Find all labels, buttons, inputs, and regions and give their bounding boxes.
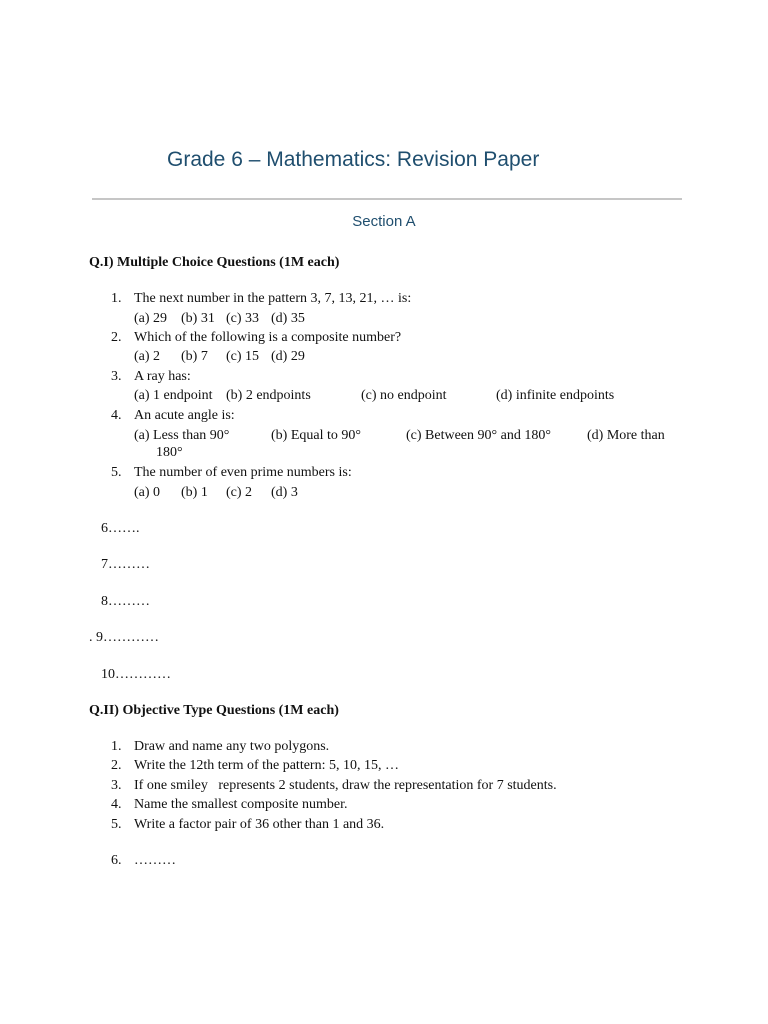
option: (d) 29: [271, 349, 305, 364]
option: (a) 29: [134, 311, 168, 326]
option-continuation: 180°: [156, 445, 183, 460]
option: (b) 2 endpoints: [226, 388, 311, 403]
option: (d) infinite endpoints: [496, 388, 615, 403]
question-number: 2.: [111, 330, 122, 345]
question-number: 3.: [111, 369, 122, 384]
question-number: 4.: [111, 797, 122, 812]
question-number: 5.: [111, 817, 122, 832]
option: (a) 1 endpoint: [134, 388, 213, 403]
option: (a) 0: [134, 485, 161, 500]
question-text: Write a factor pair of 36 other than 1 and 36.: [134, 817, 385, 832]
question-text: ………: [134, 853, 176, 868]
question-number: 1.: [111, 739, 122, 754]
question-text: The next number in the pattern 3, 7, 13, 21, … is:: [134, 291, 412, 306]
question-text: Name the smallest composite number.: [134, 797, 348, 812]
option: (a) 2: [134, 349, 161, 364]
option: (b) Equal to 90°: [271, 428, 361, 443]
option: (d) 35: [271, 311, 305, 326]
title-divider: [92, 198, 682, 200]
question-number: 4.: [111, 408, 122, 423]
q2-heading: Q.II) Objective Type Questions (1M each): [89, 703, 339, 718]
blank-question: 6…….: [101, 521, 140, 536]
page-title: Grade 6 – Mathematics: Revision Paper: [167, 148, 540, 171]
question-text: If one smiley represents 2 students, draw the representation for 7 students.: [134, 778, 557, 793]
option: (c) Between 90° and 180°: [406, 428, 551, 443]
blank-question: 8………: [101, 594, 150, 609]
option: (d) 3: [271, 485, 298, 500]
question-text: Which of the following is a composite number?: [134, 330, 402, 345]
blank-question: 10…………: [101, 667, 171, 682]
option: (d) More than: [587, 428, 665, 443]
question-text: A ray has:: [134, 369, 191, 384]
option: (b) 7: [181, 349, 208, 364]
option: (b) 31: [181, 311, 215, 326]
question-text: The number of even prime numbers is:: [134, 465, 352, 480]
option: (a) Less than 90°: [134, 428, 230, 443]
option: (c) 33: [226, 311, 260, 326]
q1-heading: Q.I) Multiple Choice Questions (1M each): [89, 255, 340, 270]
option: (b) 1: [181, 485, 208, 500]
question-text: An acute angle is:: [134, 408, 235, 423]
option: (c) 2: [226, 485, 253, 500]
question-text: Write the 12th term of the pattern: 5, 10, 15, …: [134, 758, 399, 773]
question-number: 3.: [111, 778, 122, 793]
question-number: 6.: [111, 853, 122, 868]
question-number: 5.: [111, 465, 122, 480]
question-number: 2.: [111, 758, 122, 773]
option: (c) no endpoint: [361, 388, 447, 403]
question-text: Draw and name any two polygons.: [134, 739, 330, 754]
blank-question: . 9…………: [89, 630, 159, 645]
blank-question: 7………: [101, 557, 150, 572]
section-heading: Section A: [352, 213, 416, 230]
question-number: 1.: [111, 291, 122, 306]
option: (c) 15: [226, 349, 260, 364]
